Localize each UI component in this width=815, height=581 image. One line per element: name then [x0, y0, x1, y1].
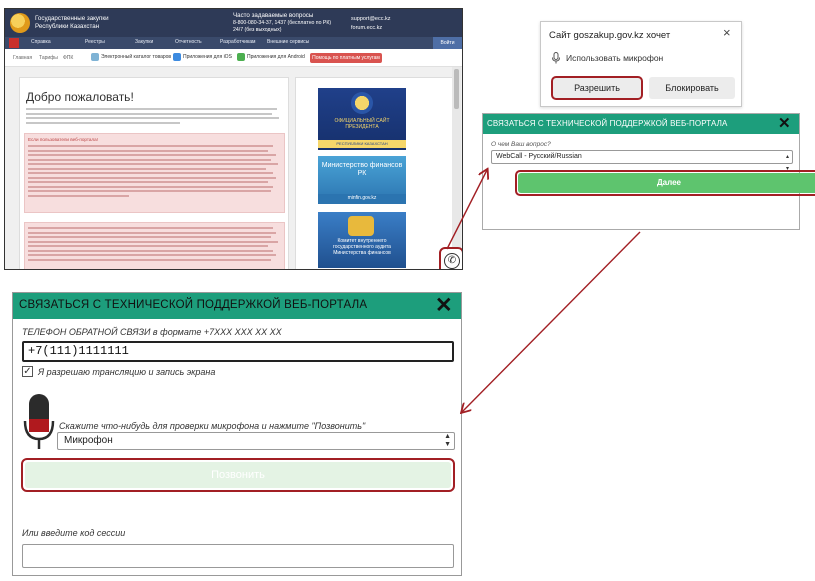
banner-column [295, 77, 455, 270]
phone-icon: ✆ [444, 253, 460, 269]
support-email[interactable]: support@ecc.kz [351, 16, 391, 22]
close-icon[interactable]: ✕ [778, 115, 791, 132]
app-catalog-link[interactable]: Электронный каталог товаров [101, 54, 172, 60]
hotline-phone: 8-800-080-34-37, 1437 (бесплатно по РК) [233, 20, 332, 26]
nav-item-external[interactable]: Внешние сервисы [267, 39, 310, 45]
nav-item-reports[interactable]: Отчетность [175, 39, 202, 45]
president-strip: РЕСПУБЛИКИ КАЗАХСТАН [318, 140, 406, 148]
crumb-home[interactable]: Главная [13, 55, 33, 61]
session-code-label: Или введите код сессии [22, 528, 126, 538]
question-select-value: WebCall - Русский/Russian [496, 153, 582, 160]
breadcrumb [5, 49, 462, 67]
login-button[interactable]: Войти [433, 37, 462, 49]
audit-committee-banner[interactable] [318, 212, 406, 268]
consent-checkbox[interactable]: ✓ [23, 366, 32, 377]
support-dialog-step2 [12, 292, 462, 576]
allow-button[interactable]: Разрешить [551, 76, 643, 100]
scrollbar-thumb[interactable] [454, 69, 459, 109]
nav-item-help[interactable]: Справка [31, 39, 51, 45]
select-arrows-icon: ▴ ▾ [785, 154, 789, 172]
phone-label: ТЕЛЕФОН ОБРАТНОЙ СВЯЗИ в формате +7XXX XXX XX XX [22, 327, 282, 337]
close-icon[interactable]: ✕ [435, 294, 453, 317]
dialog-title: СВЯЗАТЬСЯ С ТЕХНИЧЕСКОЙ ПОДДЕРЖКОЙ ВЕБ-ПОРТАЛА [19, 299, 368, 311]
crumb-tariffs[interactable]: Тарифы [39, 55, 58, 61]
paid-services-button[interactable]: Помощь по платным услугам [310, 53, 382, 63]
site-title-line1: Государственные закупки [35, 15, 109, 22]
consent-label: Я разрешаю трансляцию и запись экрана [38, 367, 216, 377]
nav-item-developers[interactable]: Разработчикам [220, 39, 256, 45]
microphone-icon [551, 52, 561, 64]
permission-mic-text: Использовать микрофон [566, 53, 664, 63]
phone-input[interactable]: +7(111)1111111 [22, 341, 454, 362]
site-header [5, 9, 462, 37]
select-arrows-icon: ▲ ▼ [444, 433, 451, 448]
question-label: О чем Ваш вопрос? [491, 141, 551, 148]
microphone-level-icon [23, 393, 55, 453]
dialog-titlebar [483, 114, 799, 134]
emblem-icon [348, 216, 374, 236]
alert-notice-2 [24, 222, 285, 270]
android-icon [237, 53, 245, 61]
president-banner[interactable] [318, 88, 406, 150]
call-button[interactable]: Позвонить [25, 462, 451, 488]
website-screenshot [4, 8, 463, 270]
faq-link[interactable]: Часто задаваемые вопросы [233, 12, 314, 19]
president-caption: ОФИЦИАЛЬНЫЙ САЙТ ПРЕЗИДЕНТА [334, 118, 390, 130]
nav-item-registers[interactable]: Реестры [85, 39, 105, 45]
dialog-title: СВЯЗАТЬСЯ С ТЕХНИЧЕСКОЙ ПОДДЕРЖКОЙ ВЕБ-ПОРТАЛА [487, 119, 728, 128]
mic-permission-popup [540, 21, 742, 107]
alert-notice-1 [24, 133, 285, 213]
site-title-line2: Республики Казахстан [35, 23, 100, 30]
forum-link[interactable]: forum.ecc.kz [351, 25, 383, 31]
permission-title: Сайт goszakup.gov.kz хочет [549, 30, 671, 41]
crumb-fpk[interactable]: ФПК [63, 55, 74, 61]
minfin-banner[interactable] [318, 156, 406, 204]
next-button[interactable]: Далее [518, 173, 815, 193]
arrow-to-step2 [462, 232, 640, 412]
microphone-select[interactable] [57, 432, 455, 450]
ios-icon [173, 53, 181, 61]
question-select[interactable] [491, 150, 793, 172]
logo-icon [10, 13, 30, 33]
intro-text [26, 108, 282, 126]
block-button[interactable]: Блокировать [649, 77, 735, 99]
app-android-link[interactable]: Приложения для Android [247, 54, 305, 60]
mic-test-hint: Скажите что-нибудь для проверки микрофона и нажмите "Позвонить" [59, 421, 366, 431]
audit-committee-caption: Комитет внутреннего государственного аудита Министерства финансов [333, 238, 391, 256]
call-support-button[interactable] [439, 247, 463, 270]
emblem-icon [351, 92, 373, 114]
microphone-select-value: Микрофон [64, 435, 113, 446]
dialog-titlebar [13, 293, 461, 319]
minfin-url: minfin.gov.kz [318, 194, 406, 203]
welcome-heading: Добро пожаловать! [26, 90, 134, 104]
site-nav [5, 37, 462, 49]
home-icon[interactable] [9, 38, 19, 48]
close-icon[interactable]: × [723, 25, 731, 40]
hotline-hours: 24/7 (без выходных) [233, 27, 282, 33]
welcome-card [19, 77, 289, 270]
minfin-caption: Министерство финансов РК [321, 162, 403, 177]
alert-title: Если пользователи веб-портала! [28, 137, 98, 142]
nav-item-purchases[interactable]: Закупки [135, 39, 154, 45]
session-code-input[interactable] [22, 544, 454, 568]
catalog-icon [91, 53, 99, 61]
app-ios-link[interactable]: Приложения для iOS [183, 54, 232, 60]
